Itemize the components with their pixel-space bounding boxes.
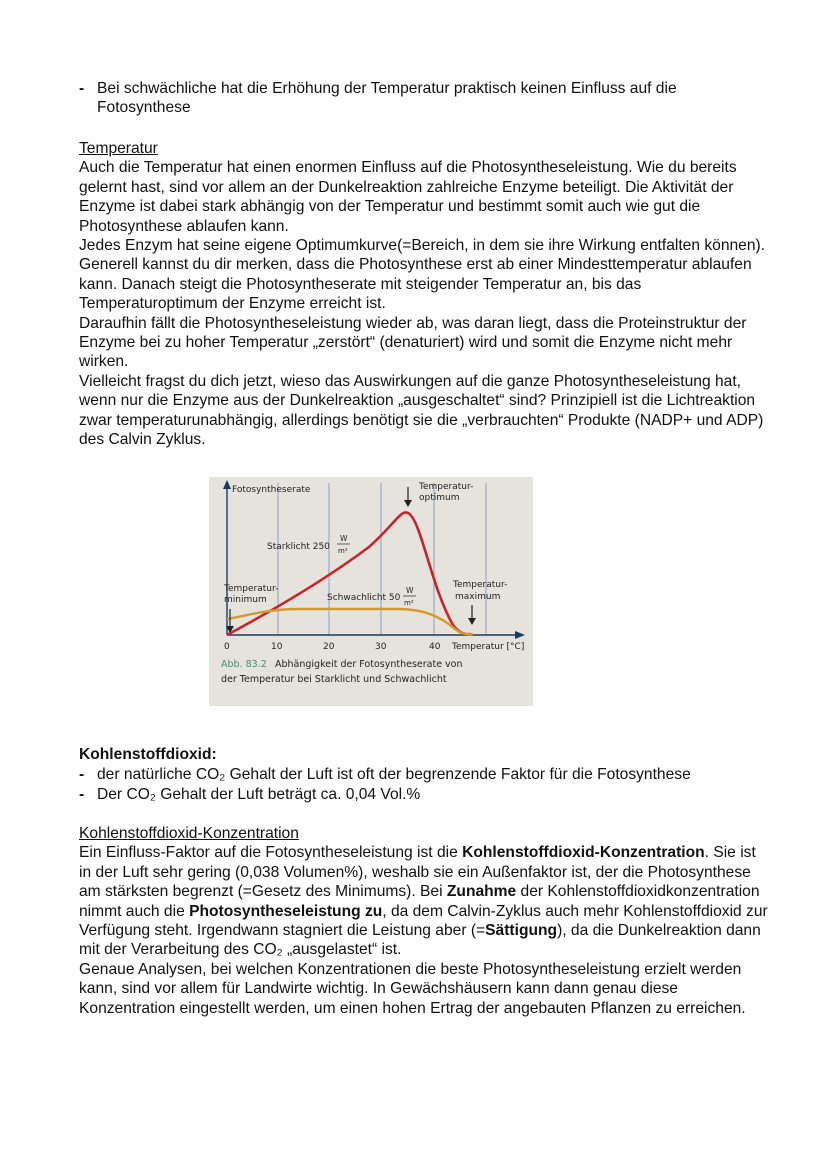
bullet-dash: - [79,80,85,97]
text-run: , da dem Calvin-Zyklus auch mehr Kohlenstoffdioxid zur Verfügung steht. Irgendwann stagniert die Leistung aber (= [79,902,768,940]
strong-unit-numerator: W [340,534,348,543]
caption-number: Abb. 83.2 [221,659,267,670]
strong-light-label: Starklicht 250 [267,542,330,552]
text-run: . Sie ist in der Luft sehr gering (0,038 Volumen%), weshalb sie ein Außenfaktor ist, der die Photosynthese am stärksten begrenzt (=Gesetz des Minimums). Bei [79,844,756,901]
co2-concentration-section [79,824,769,1018]
temperature-paragraph-3: Daraufhin fällt die Photosyntheseleistung wieder ab, was daran liegt, dass die Proteinstruktur der Enzyme bei zu hoher Temperatur „zerstört“ (denaturiert) wird und somit die Enzyme nicht mehr wirken. [79,314,747,371]
strong-unit-denominator: m² [338,547,348,555]
temperature-chart [209,477,533,706]
co2-section [79,745,769,764]
bullet-dash: - [79,786,85,803]
bold-term: Kohlenstoffdioxid-Konzentration [462,844,705,862]
bullet-dash: - [79,766,85,783]
weak-unit-numerator: W [406,586,414,595]
bold-term: Zunahme [446,883,517,901]
minimum-label-2: minimum [224,595,267,605]
temperature-paragraph-4: Vielleicht fragst du dich jetzt, wieso das Auswirkungen auf die ganze Photosyntheseleistung hat, wenn nur die Enzyme aus der Dunkelreaktion „ausgeschaltet“ sind? Prinzipiell ist die Lichtreaktion zwar temperaturunabhängig, allerdings benötigt sie die „verbrauchten“ Produkte (NADP+ und ADP) des Calvin Zyklus. [79,372,764,449]
caption-line-1: Abhängigkeit der Fotosyntheserate von [275,659,463,670]
co2-concentration-heading: Kohlenstoffdioxid-Konzentration [79,825,299,842]
co2-bullet-2-text: Der CO₂ Gehalt der Luft beträgt ca. 0,04 Vol.% [97,786,421,803]
x-tick-label: 40 [429,642,441,652]
temperature-heading: Temperatur [79,140,158,157]
maximum-label-2: maximum [455,592,501,602]
co2-concentration-paragraph-1 [79,843,769,959]
minimum-label-1: Temperatur- [224,584,279,594]
temperature-section [79,139,769,450]
x-tick-label: 0 [224,642,230,652]
maximum-label-1: Temperatur- [453,580,508,590]
x-tick-label: 30 [375,642,387,652]
optimum-label-1: Temperatur- [419,482,474,492]
text-run: Ein Einfluss-Faktor auf die Fotosyntheseleistung ist die [79,844,463,862]
text-run: ), da die Dunkelreaktion dann mit der Verarbeitung des CO₂ „ausgelastet“ ist. [79,922,761,959]
text-run: der Kohlenstoffdioxidkonzentration nimmt auch die [79,883,760,920]
weak-light-label: Schwachlicht 50 [327,593,401,603]
y-axis-label: Fotosyntheserate [232,485,311,495]
temperature-figure [209,477,533,706]
co2-heading: Kohlenstoffdioxid: [79,746,217,763]
optimum-label-2: optimum [419,493,460,503]
intro-bullet-text: Bei schwächliche hat die Erhöhung der Temperatur praktisch keinen Einfluss auf die Fotosynthese [97,80,677,117]
x-tick-label: 20 [323,642,335,652]
bold-term: Sättigung [485,922,558,940]
bold-term: Photosyntheseleistung zu [189,902,383,920]
weak-unit-denominator: m² [404,599,414,607]
x-axis-label: Temperatur [°C] [452,642,525,652]
temperature-paragraph-1: Auch die Temperatur hat einen enormen Einfluss auf die Photosyntheseleistung. Wie du bereits gelernt hast, sind vor allem an der Dunkelreaktion zahlreiche Enzyme beteiligt. Die Aktivität der Enzyme ist dabei stark abhängig von der Temperatur und bestimmt somit auch wie gut die Photosynthese ablaufen kann. [79,159,737,235]
caption-line-2: der Temperatur bei Starklicht und Schwachlicht [221,674,447,685]
temperature-paragraph-2: Jedes Enzym hat seine eigene Optimumkurve(=Bereich, in dem sie ihre Wirkung entfalten können). Generell kannst du dir merken, dass die Photosynthese erst ab einer Mindesttemperatur ablaufen kann. Danach steigt die Photosyntheserate mit steigender Temperatur an, bis das Temperaturoptimum der Enzyme erreicht ist. [79,237,766,313]
co2-concentration-paragraph-2: Genaue Analysen, bei welchen Konzentrationen die beste Photosyntheseleistung erzielt werden kann, sind vor allem für Landwirte wichtig. In Gewächshäusern kann dann genau diese Konzentration eingestellt werden, um einen hohen Ertrag der angebauten Pflanzen zu erreichen. [79,960,746,1017]
co2-bullet-1-text: der natürliche CO₂ Gehalt der Luft ist oft der begrenzende Faktor für die Fotosynthese [97,766,691,783]
x-tick-label: 10 [271,642,283,652]
